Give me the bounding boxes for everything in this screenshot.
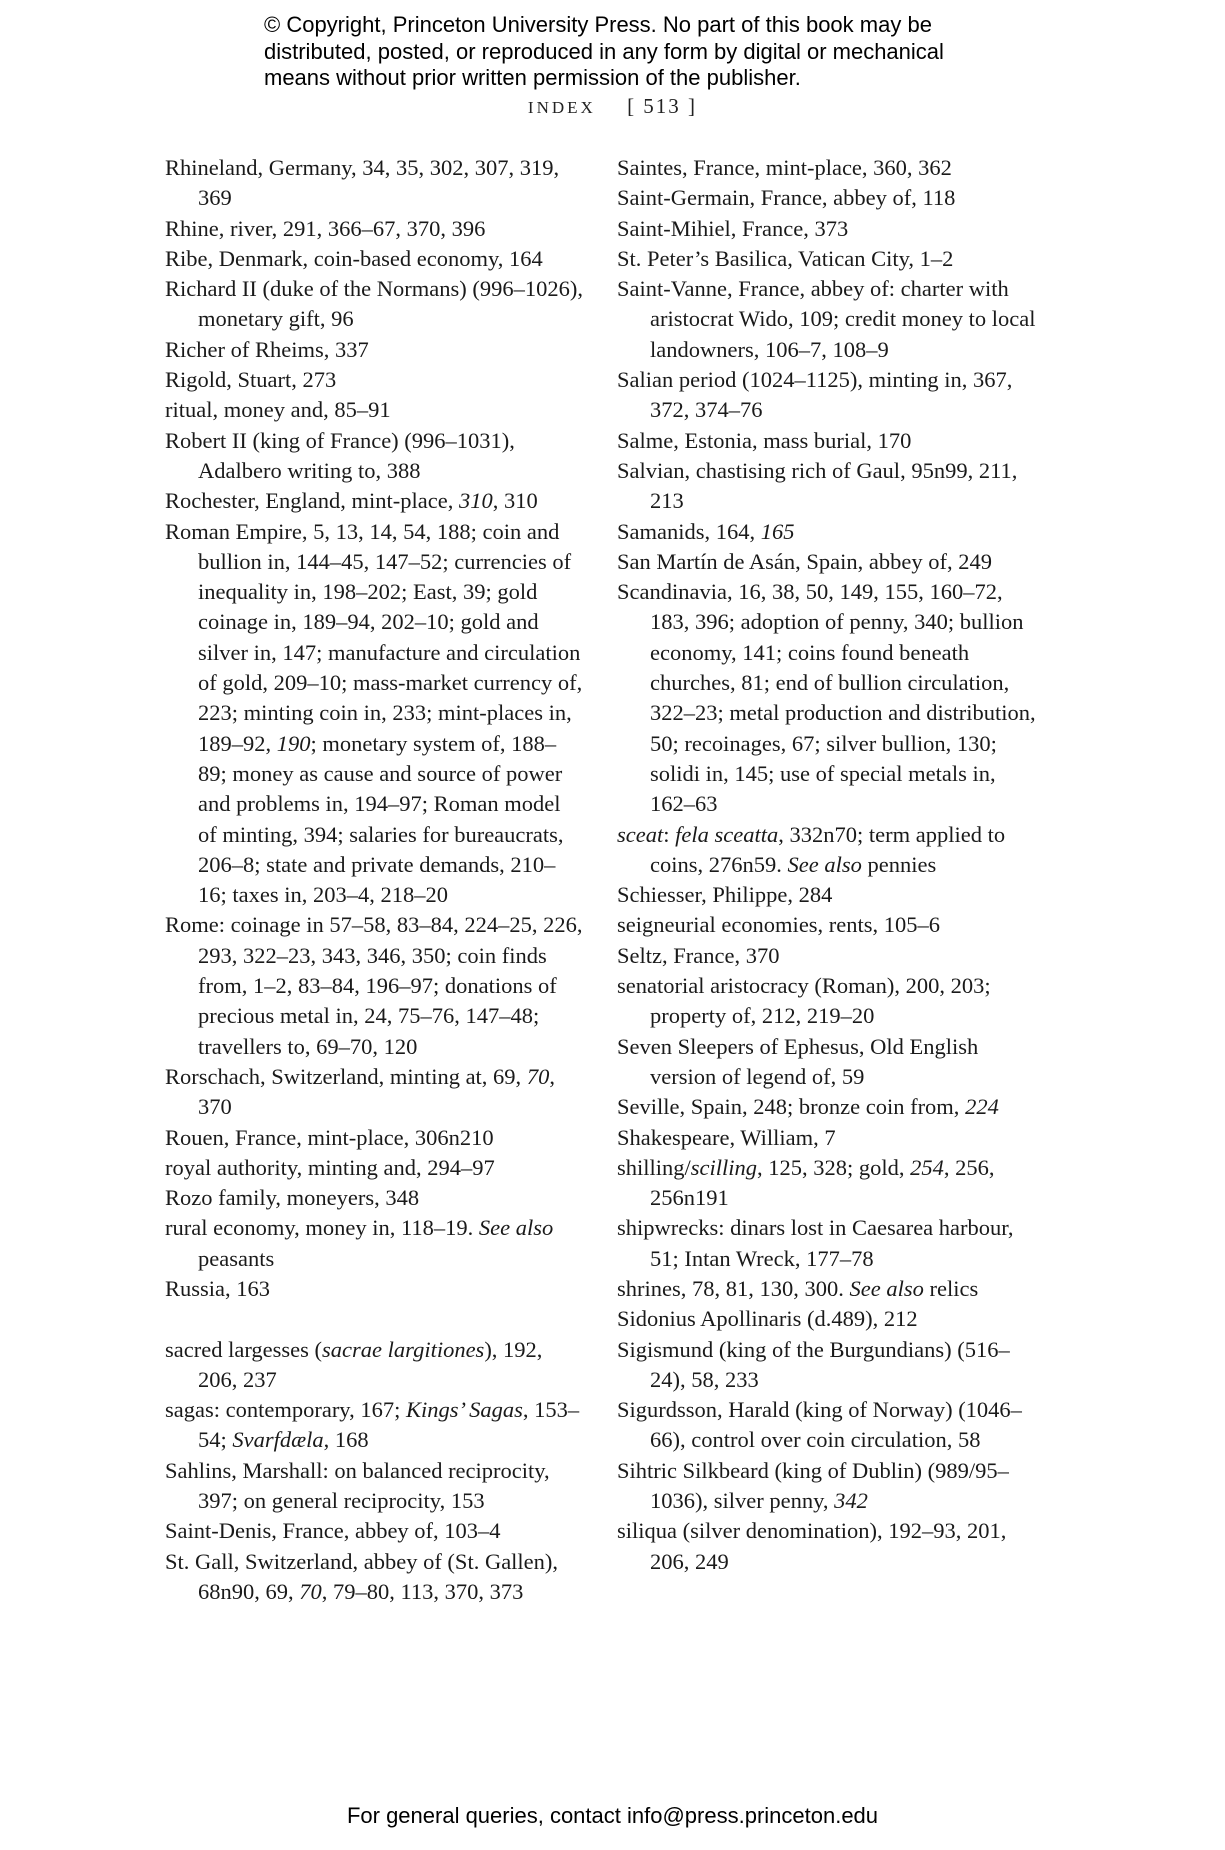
index-entry-text: Sahlins, Marshall: on balanced reciprocity, 397; on general reciprocity, 153 [165, 1457, 550, 1514]
index-entry [617, 1274, 1037, 1304]
copyright-line: means without prior written permission of the publisher. [264, 65, 801, 90]
index-entry-text: , 153–54; [198, 1397, 580, 1453]
index-entry [165, 1335, 583, 1396]
index-entry-text: San Martín de Asán, Spain, abbey of, 249 [617, 548, 992, 574]
index-entry [617, 456, 1037, 517]
index-entry-text: Roman Empire, 5, 13, 14, 54, 188; coin and bullion in, 144–45, 147–52; currencies of inequality in, 198–202; East, 39; gold coinage in, 189–94, 202–10; gold and silver in, 147; manufacture and circulation of gold, 209–10; mass-market currency of, 223; minting coin in, 233; mint-places in, 189–92, [165, 518, 583, 756]
index-entry-text: Richer of Rheims, 337 [165, 336, 369, 362]
index-entry-text: Saint-Germain, France, abbey of, 118 [617, 185, 956, 211]
index-entry-text: Rochester, England, mint-place, [165, 488, 460, 514]
index-entry-text: Seltz, France, 370 [617, 942, 780, 968]
index-entry-text: Samanids, 164, [617, 518, 761, 544]
index-entry-italic-text: 165 [760, 518, 795, 544]
index-entry [165, 1183, 583, 1213]
index-entry-text: , 256, 256n191 [650, 1154, 995, 1211]
index-entry-italic-text: 254 [910, 1154, 944, 1180]
index-entry-text: , 79–80, 113, 370, 373 [321, 1578, 524, 1604]
index-entry-italic-text: See also [787, 851, 862, 877]
index-entry-text: Scandinavia, 16, 38, 50, 149, 155, 160–72, 183, 396; adoption of penny, 340; bullion economy, 141; coins found beneath churches, 81; end of bullion circulation, 322–23; metal production and distribution, 50; recoinages, 67; silver bullion, 130; solidi in, 145; use of special metals in, 162–63 [617, 579, 1036, 817]
index-entry-text: ; monetary system of, 188–89; money as cause and source of power and problems in, 194–97; Roman model of minting, 394; salaries for bureaucrats, 206–8; state and private demands, 210–16; taxes in, 203–4, 218–20 [198, 730, 564, 908]
index-entry-italic-text: See also [849, 1275, 924, 1301]
index-entry-text: Richard II (duke of the Normans) (996–1026), monetary gift, 96 [165, 276, 584, 332]
index-entry [617, 365, 1037, 426]
index-entry [617, 517, 1037, 547]
index-entry [165, 486, 583, 516]
index-entry [165, 1153, 583, 1183]
index-entry-italic-text: Kings’ Sagas [405, 1397, 523, 1423]
index-entry-text: , 168 [323, 1427, 369, 1453]
index-entry [617, 1213, 1037, 1274]
index-entry-text: , 310 [492, 488, 538, 514]
index-entry [165, 244, 583, 274]
index-entry-text: Salme, Estonia, mass burial, 170 [617, 427, 912, 453]
index-entry-text: Sigismund (king of the Burgundians) (516–24), 58, 233 [617, 1336, 1010, 1392]
index-entry-text: Rigold, Stuart, 273 [165, 367, 337, 393]
index-entry [617, 1335, 1037, 1396]
copyright-line: distributed, posted, or reproduced in any form by digital or mechanical [264, 38, 944, 64]
index-entry [617, 547, 1037, 577]
index-entry-text: Schiesser, Philippe, 284 [617, 882, 833, 908]
index-entry-text: Seven Sleepers of Ephesus, Old English version of legend of, 59 [617, 1033, 979, 1089]
index-entry-text: Salian period (1024–1125), minting in, 367, 372, 374–76 [617, 367, 1013, 423]
page-number: [ 513 ] [627, 94, 698, 118]
index-entry-text: Rozo family, moneyers, 348 [165, 1185, 420, 1211]
index-entry-text: Saint-Denis, France, abbey of, 103–4 [165, 1518, 501, 1544]
index-entry-text: Seville, Spain, 248; bronze coin from, [617, 1094, 966, 1120]
index-entry-text: royal authority, minting and, 294–97 [165, 1154, 495, 1180]
copyright-line: © Copyright, Princeton University Press. No part of this book may be [264, 12, 932, 37]
index-entry [165, 1516, 583, 1546]
index-entry [617, 244, 1037, 274]
index-entry-text: Rhine, river, 291, 366–67, 370, 396 [165, 215, 486, 241]
index-entry [617, 1032, 1037, 1093]
index-entry [617, 820, 1037, 881]
index-entry-text: Salvian, chastising rich of Gaul, 95n99, 211, 213 [617, 457, 1018, 514]
index-entry [617, 1123, 1037, 1153]
index-entry-italic-text: scilling [690, 1154, 758, 1180]
index-entry-text: Robert II (king of France) (996–1031), Adalbero writing to, 388 [165, 427, 515, 483]
index-entry-text: Shakespeare, William, 7 [617, 1124, 836, 1150]
index-entry [617, 941, 1037, 971]
index-entry-text: ), 192, 206, 237 [198, 1336, 543, 1392]
index-entry [617, 153, 1037, 183]
index-entry [165, 1062, 583, 1123]
index-entry [165, 517, 583, 911]
index-entry-text: relics [923, 1275, 979, 1301]
index-entry-text: , 125, 328; gold, [757, 1154, 911, 1180]
index-entry-text: , 332n70; term applied to coins, 276n59. [650, 821, 1006, 877]
index-entry-text: sacred largesses ( [165, 1336, 323, 1362]
index-entry-italic-text: fela sceatta [675, 821, 779, 847]
index-entry [617, 274, 1037, 365]
index-entry [617, 1395, 1037, 1456]
index-entry-text: sagas: contemporary, 167; [165, 1397, 406, 1423]
index-entry [617, 214, 1037, 244]
index-entry [617, 1516, 1037, 1577]
index-entry [165, 910, 583, 1061]
index-entry-text: senatorial aristocracy (Roman), 200, 203; property of, 212, 219–20 [617, 973, 991, 1029]
index-entry-italic-text: 70 [299, 1578, 322, 1604]
index-entry-text: shrines, 78, 81, 130, 300. [617, 1275, 850, 1301]
index-entry-text: shilling/ [617, 1154, 691, 1180]
index-entry-text: Rhineland, Germany, 34, 35, 302, 307, 319, 369 [165, 155, 560, 211]
index-entry-italic-text: 342 [834, 1488, 868, 1514]
index-entry-text: St. Gall, Switzerland, abbey of (St. Gallen), 68n90, 69, [165, 1548, 559, 1604]
index-entry [617, 880, 1037, 910]
index-entry [165, 1456, 583, 1517]
index-entry-text: Rouen, France, mint-place, 306n210 [165, 1124, 494, 1150]
index-entry [165, 335, 583, 365]
index-entry-italic-text: 70 [526, 1063, 550, 1089]
index-entry [165, 153, 583, 214]
index-entry [165, 1547, 583, 1608]
index-entry [165, 214, 583, 244]
index-entry [617, 426, 1037, 456]
index-entry-text: Rorschach, Switzerland, minting at, 69, [165, 1063, 527, 1089]
index-entry-text: St. Peter’s Basilica, Vatican City, 1–2 [617, 245, 954, 271]
index-entry-text: peasants [198, 1245, 275, 1271]
index-entry [617, 183, 1037, 213]
index-entry [165, 274, 583, 335]
index-entry [165, 1395, 583, 1456]
index-entry-italic-text: sceat [617, 821, 664, 847]
copyright-notice [264, 12, 1024, 92]
index-entry-text: rural economy, money in, 118–19. [165, 1215, 479, 1241]
index-entry [165, 395, 583, 425]
index-entry-text: Russia, 163 [165, 1275, 271, 1301]
index-entry-italic-text: 190 [276, 730, 311, 756]
index-entry-italic-text: Svarfdæla [232, 1427, 324, 1453]
index-entry-text: Sihtric Silkbeard (king of Dublin) (989/95–1036), silver penny, [617, 1457, 1009, 1514]
index-entry-text: Saintes, France, mint-place, 360, 362 [617, 155, 952, 180]
index-entry [617, 1304, 1037, 1334]
index-entry [165, 426, 583, 487]
index-entry-text: Ribe, Denmark, coin-based economy, 164 [165, 245, 543, 271]
index-entry-italic-text: See also [478, 1215, 554, 1241]
index-entry-text: Sidonius Apollinaris (d.489), 212 [617, 1306, 918, 1332]
running-head-label: INDEX [527, 98, 596, 117]
index-column-left [165, 153, 583, 1607]
index-column-right [617, 153, 1037, 1577]
index-entry-text: ritual, money and, 85–91 [165, 397, 391, 423]
index-entry-text: pennies [861, 851, 937, 877]
index-entry [617, 971, 1037, 1032]
index-entry-text: Sigurdsson, Harald (king of Norway) (1046–66), control over coin circulation, 58 [617, 1397, 1022, 1453]
index-entry-text: , 370 [198, 1063, 555, 1120]
index-entry-text: shipwrecks: dinars lost in Caesarea harbour, 51; Intan Wreck, 177–78 [617, 1215, 1014, 1271]
index-entry [617, 577, 1037, 819]
index-entry-text: siliqua (silver denomination), 192–93, 201, 206, 249 [617, 1518, 1007, 1574]
index-entry [617, 1092, 1037, 1122]
index-entry [617, 910, 1037, 940]
index-entry [165, 1274, 583, 1304]
index-entry [165, 1213, 583, 1274]
index-entry-text: Saint-Vanne, France, abbey of: charter with aristocrat Wido, 109; credit money to local landowners, 106–7, 108–9 [617, 276, 1036, 362]
running-head [0, 94, 1225, 119]
index-entry [165, 1123, 583, 1153]
index-entry [165, 365, 583, 395]
index-entry-italic-text: 224 [965, 1094, 999, 1120]
index-entry-italic-text: 310 [459, 488, 493, 514]
index-entry-italic-text: sacrae largitiones [322, 1336, 485, 1362]
index-entry [617, 1153, 1037, 1214]
index-entry [617, 1456, 1037, 1517]
index-entry-text: : [663, 821, 676, 847]
index-entry-text: Rome: coinage in 57–58, 83–84, 224–25, 226, 293, 322–23, 343, 346, 350; coin finds from, 1–2, 83–84, 196–97; donations of precious metal in, 24, 75–76, 147–48; travellers to, 69–70, 120 [165, 912, 583, 1059]
index-entry-text: Saint-Mihiel, France, 373 [617, 215, 849, 241]
index-entry-text: seigneurial economies, rents, 105–6 [617, 912, 941, 938]
footer-contact: For general queries, contact info@press.princeton.edu [346, 1803, 879, 1828]
